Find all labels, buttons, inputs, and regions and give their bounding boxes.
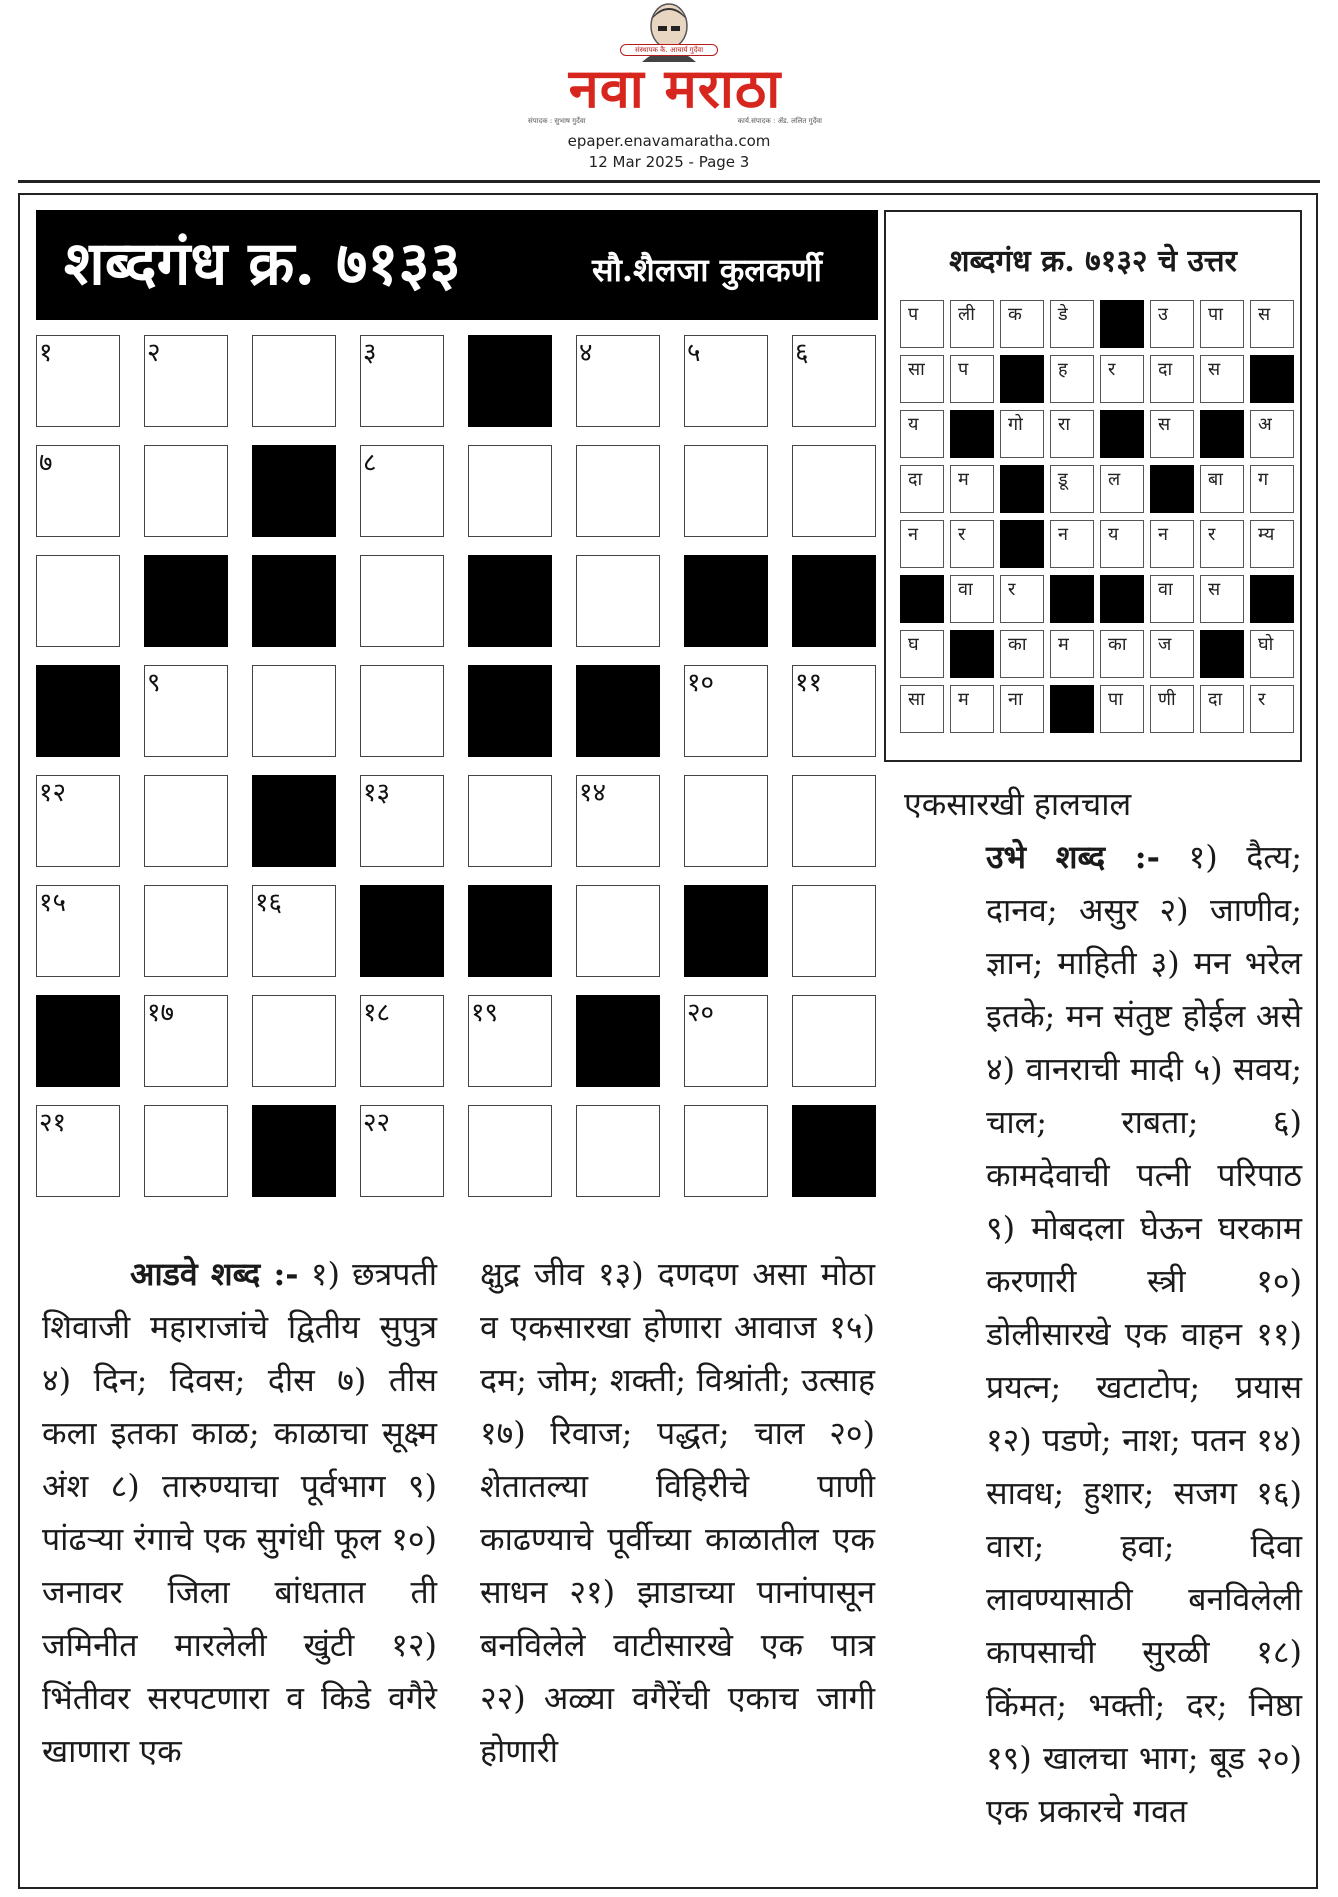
across-clues-text-continued: क्षुद्र जीव १३) दणदण असा मोठा व एकसारखा होणारा आवाज १५) दम; जोम; शक्ती; विश्रांती; उत्साह १७) रिवाज; पद्धत; चाल २०) शेतातल्या विहिरीचे पाणी काढण्याचे पूर्वीच्या काळातील एक साधन २१) झाडाच्या पानांपासून बनविलेले वाटीसारखे एक पात्र २२) अळ्या वगैरेंची एकाच जागी होणारी (480, 1255, 875, 1770)
clue-number: १ (39, 338, 53, 368)
answer-cell: सा (900, 685, 944, 733)
grid-block (252, 555, 336, 647)
answer-cell: ना (1000, 685, 1044, 733)
answer-block (1100, 410, 1144, 458)
clue-number: ४ (579, 338, 593, 368)
executive-editor-name: कार्य.संपादक : ॲड. ललित गुर्देवा (737, 117, 822, 125)
grid-cell[interactable] (144, 445, 228, 537)
clue-number: ६ (795, 338, 809, 368)
answer-block (1250, 355, 1294, 403)
down-heading: उभे शब्द :- (986, 838, 1160, 876)
grid-cell[interactable] (576, 775, 660, 867)
answer-cell: प (900, 300, 944, 348)
grid-cell[interactable] (468, 1105, 552, 1197)
grid-cell[interactable] (360, 445, 444, 537)
answer-cell: दा (1200, 685, 1244, 733)
answer-block (1200, 630, 1244, 678)
grid-cell[interactable] (252, 665, 336, 757)
answer-block (1000, 465, 1044, 513)
grid-block (36, 995, 120, 1087)
grid-block (468, 665, 552, 757)
across-heading: आडवे शब्द :- (130, 1255, 299, 1293)
answer-block (1150, 465, 1194, 513)
answer-cell: सा (900, 355, 944, 403)
grid-block (252, 1105, 336, 1197)
clue-number: १७ (147, 998, 175, 1028)
answer-cell: पा (1200, 300, 1244, 348)
grid-block (360, 885, 444, 977)
clue-number: १० (687, 668, 715, 698)
editor-name: संपादक : सुभाष गुर्देवा (528, 117, 586, 125)
answer-cell: ल (1100, 465, 1144, 513)
answer-cell: गो (1000, 410, 1044, 458)
answer-block (1000, 520, 1044, 568)
grid-block (468, 885, 552, 977)
answer-cell: र (1000, 575, 1044, 623)
answer-cell: ग (1250, 465, 1294, 513)
clue-number: २० (687, 998, 715, 1028)
answer-cell: दा (900, 465, 944, 513)
answers-grid (900, 300, 1296, 736)
clue-number: १४ (579, 778, 607, 808)
grid-cell[interactable] (144, 775, 228, 867)
grid-cell[interactable] (684, 775, 768, 867)
answer-cell: ज (1150, 630, 1194, 678)
grid-cell[interactable] (144, 995, 228, 1087)
grid-cell[interactable] (576, 335, 660, 427)
answer-cell: क (1000, 300, 1044, 348)
grid-cell[interactable] (360, 555, 444, 647)
answer-cell: वा (1150, 575, 1194, 623)
answer-block (900, 575, 944, 623)
answer-cell: का (1100, 630, 1144, 678)
answer-cell: र (1100, 355, 1144, 403)
grid-cell[interactable] (360, 1105, 444, 1197)
answer-cell: स (1200, 355, 1244, 403)
answer-cell: घो (1250, 630, 1294, 678)
grid-cell[interactable] (684, 335, 768, 427)
grid-block (468, 555, 552, 647)
grid-cell[interactable] (360, 995, 444, 1087)
answer-block (1000, 355, 1044, 403)
date-page: 12 Mar 2025 - Page 3 (588, 153, 750, 171)
grid-block (792, 555, 876, 647)
down-clues-column (904, 778, 1302, 1838)
grid-cell[interactable] (252, 885, 336, 977)
answer-cell: र (1250, 685, 1294, 733)
answer-block (1250, 575, 1294, 623)
top-divider (18, 180, 1320, 183)
grid-cell[interactable] (576, 1105, 660, 1197)
answer-block (1100, 575, 1144, 623)
answer-cell: डे (1050, 300, 1094, 348)
clue-number: २१ (39, 1108, 67, 1138)
clue-number: ७ (39, 448, 53, 478)
answer-cell: न (1150, 520, 1194, 568)
answer-cell: म (1050, 630, 1094, 678)
clue-number: ९ (147, 668, 161, 698)
grid-cell[interactable] (360, 665, 444, 757)
answer-cell: णी (1150, 685, 1194, 733)
grid-cell[interactable] (792, 665, 876, 757)
grid-cell[interactable] (360, 335, 444, 427)
grid-cell[interactable] (144, 1105, 228, 1197)
clue-number: ८ (363, 448, 377, 478)
masthead (0, 0, 1338, 180)
across-clues-tail: एकसारखी हालचाल (904, 785, 1132, 823)
clue-number: १६ (255, 888, 283, 918)
crossword-grid (36, 335, 878, 1237)
grid-cell[interactable] (360, 775, 444, 867)
grid-cell[interactable] (468, 445, 552, 537)
across-clues-text: १) छत्रपती शिवाजी महाराजांचे द्वितीय सुपुत्र ४) दिन; दिवस; दीस ७) तीस कला इतका काळ; काळाचा सूक्ष्म अंश ८) तारुण्याचा पूर्वभाग ९) पांढऱ्या रंगाचे एक सुगंधी फूल १०) जनावर जिला बांधतात ती जमिनीत मारलेली खुंटी १२) भिंतीवर सरपटणारा व किडे वगैरे खाणारा एक (42, 1255, 437, 1770)
answer-block (1100, 300, 1144, 348)
answers-title: शब्दगंध क्र. ७१३२ चे उत्तर (949, 244, 1237, 279)
answer-block (1200, 410, 1244, 458)
grid-cell[interactable] (36, 555, 120, 647)
grid-cell[interactable] (684, 1105, 768, 1197)
founder-tagline: संस्थापक कै. आचार्य गुर्देवा (620, 44, 718, 56)
puzzle-author: सौ.शैलजा कुलकर्णी (592, 251, 822, 289)
grid-cell[interactable] (792, 445, 876, 537)
answer-cell: का (1000, 630, 1044, 678)
answer-cell: पा (1100, 685, 1144, 733)
grid-block (252, 445, 336, 537)
answer-block (1050, 575, 1094, 623)
grid-cell[interactable] (144, 665, 228, 757)
newspaper-logo: नवा मराठा (568, 57, 782, 120)
puzzle-banner (36, 210, 878, 320)
clue-number: ११ (795, 668, 823, 698)
grid-block (252, 775, 336, 867)
across-clues-column-2 (480, 1248, 875, 1778)
answer-cell: न (1050, 520, 1094, 568)
answer-cell: य (1100, 520, 1144, 568)
grid-cell[interactable] (36, 1105, 120, 1197)
clue-number: २ (147, 338, 161, 368)
clue-number: १९ (471, 998, 499, 1028)
clue-number: १८ (363, 998, 391, 1028)
grid-cell[interactable] (36, 775, 120, 867)
grid-block (576, 665, 660, 757)
answer-block (950, 630, 994, 678)
grid-cell[interactable] (468, 995, 552, 1087)
clue-number: ३ (363, 338, 377, 368)
grid-cell[interactable] (792, 775, 876, 867)
answer-cell: न (900, 520, 944, 568)
answer-cell: वा (950, 575, 994, 623)
answer-cell: र (1200, 520, 1244, 568)
answer-cell: म (950, 465, 994, 513)
grid-cell[interactable] (36, 335, 120, 427)
grid-cell[interactable] (36, 885, 120, 977)
clue-number: १५ (39, 888, 67, 918)
epaper-url[interactable]: epaper.enavamaratha.com (567, 132, 771, 150)
answer-cell: डू (1050, 465, 1094, 513)
grid-cell[interactable] (792, 335, 876, 427)
answer-cell: बा (1200, 465, 1244, 513)
answer-cell: अ (1250, 410, 1294, 458)
answer-block (1050, 685, 1094, 733)
grid-block (684, 885, 768, 977)
answer-cell: स (1200, 575, 1244, 623)
grid-cell[interactable] (792, 885, 876, 977)
answer-cell: दा (1150, 355, 1194, 403)
grid-cell[interactable] (144, 335, 228, 427)
clue-number: २२ (363, 1108, 391, 1138)
answer-cell: स (1250, 300, 1294, 348)
grid-cell[interactable] (144, 885, 228, 977)
answer-cell: रा (1050, 410, 1094, 458)
clue-number: १२ (39, 778, 67, 808)
across-clues-column-1 (42, 1248, 437, 1778)
grid-block (144, 555, 228, 647)
grid-block (792, 1105, 876, 1197)
answer-cell: ली (950, 300, 994, 348)
grid-cell[interactable] (576, 885, 660, 977)
grid-cell[interactable] (576, 555, 660, 647)
puzzle-title: शब्दगंध क्र. ७१३३ (64, 229, 461, 299)
grid-cell[interactable] (684, 445, 768, 537)
grid-cell[interactable] (576, 445, 660, 537)
grid-block (36, 665, 120, 757)
answer-block (950, 410, 994, 458)
answer-cell: र (950, 520, 994, 568)
answer-cell: म्य (1250, 520, 1294, 568)
grid-cell[interactable] (468, 775, 552, 867)
grid-cell[interactable] (792, 995, 876, 1087)
answer-cell: घ (900, 630, 944, 678)
grid-cell[interactable] (684, 995, 768, 1087)
grid-cell[interactable] (252, 335, 336, 427)
down-clues-text: १) दैत्य; दानव; असुर २) जाणीव; ज्ञान; माहिती ३) मन भरेल इतके; मन संतुष्ट होईल असे ४) वानराची मादी ५) सवय; चाल; राबता; ६) कामदेवाची पत्नी परिपाठ ९) मोबदला घेऊन घरकाम करणारी स्त्री १०) डोलीसारखे एक वाहन ११) प्रयत्न; खटाटोप; प्रयास १२) पडणे; नाश; पतन १४) सावध; हुशार; सजग १६) वारा; हवा; दिवा लावण्यासाठी बनविलेली कापसाची सुरळी १८) किंमत; भक्ती; दर; निष्ठा १९) खालचा भाग; बूड २०) एक प्रकारचे गवत (986, 838, 1302, 1830)
previous-answers-panel (884, 210, 1302, 762)
answer-cell: ह (1050, 355, 1094, 403)
grid-cell[interactable] (252, 995, 336, 1087)
grid-block (468, 335, 552, 427)
grid-cell[interactable] (684, 665, 768, 757)
answer-cell: स (1150, 410, 1194, 458)
editor-line (520, 117, 830, 127)
answer-cell: उ (1150, 300, 1194, 348)
grid-block (576, 995, 660, 1087)
answer-cell: प (950, 355, 994, 403)
grid-block (684, 555, 768, 647)
answer-cell: म (950, 685, 994, 733)
clue-number: ५ (687, 338, 701, 368)
clue-number: १३ (363, 778, 391, 808)
answer-cell: य (900, 410, 944, 458)
grid-cell[interactable] (36, 445, 120, 537)
